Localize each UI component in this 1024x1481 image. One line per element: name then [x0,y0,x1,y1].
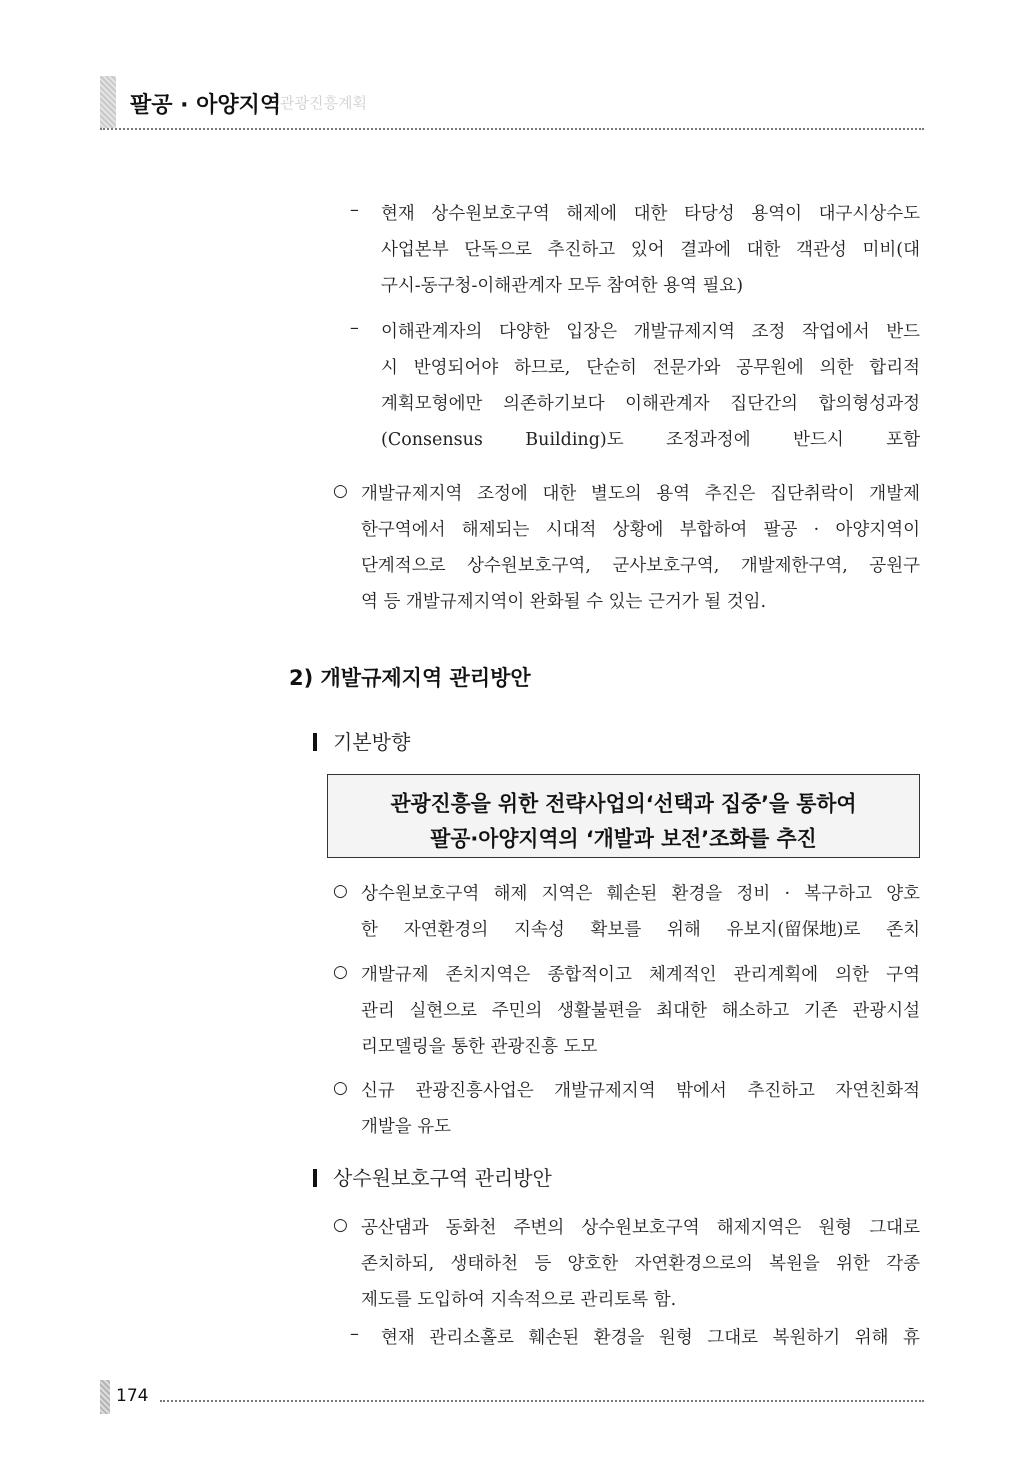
paragraph-line: (Consensus Building)도 조정과정에 반드시 포함 [381,430,921,450]
box-line: 팔공·아양지역의 ‘개발과 보전’조화를 추진 [430,827,817,852]
paragraph-line: 개발을 유도 [361,1117,452,1137]
subhead-bar-marker [313,1169,317,1187]
paragraph-line: 관리 실현으로 주민의 생활불편을 최대한 해소하고 기존 관광시설 [361,1001,921,1021]
paragraph-line: 구시-동구청-이해관계자 모두 참여한 용역 필요) [381,276,744,296]
paragraph-line: 이해관계자의 다양한 입장은 개발규제지역 조정 작업에서 반드 [381,322,921,342]
dash-marker: – [350,200,359,220]
footer-decor-block [100,1380,110,1414]
paragraph-line: 시 반영되어야 하므로, 단순히 전문가와 공무원에 의한 합리적 [381,358,921,378]
circle-bullet: ○ [333,1078,348,1098]
key-statement-box [327,774,920,858]
paragraph-line: 사업본부 단독으로 추진하고 있어 결과에 대한 객관성 미비(대 [381,240,921,260]
subhead-basic-direction [313,726,410,755]
paragraph-line: 개발규제지역 조정에 대한 별도의 용역 추진은 집단취락이 개발제 [361,484,921,504]
paragraph-line: 신규 관광진흥사업은 개발규제지역 밖에서 추진하고 자연친화적 [361,1081,920,1101]
paragraph-line: 공산댐과 동화천 주변의 상수원보호구역 해제지역은 원형 그대로 [361,1218,920,1238]
page-number: 174 [116,1386,149,1406]
paragraph-line: 리모델링을 통한 관광진흥 도모 [361,1037,598,1057]
paragraph-line: 한구역에서 해제되는 시대적 상황에 부합하여 팔공 · 아양지역이 [361,520,920,540]
paragraph-line: 단계적으로 상수원보호구역, 군사보호구역, 개발제한구역, 공원구 [361,556,921,576]
paragraph-line: 한 자연환경의 지속성 확보를 위해 유보지(留保地)로 존치 [361,920,921,940]
subhead-water-source-protection [313,1162,552,1191]
subhead-label: 기본방향 [333,730,411,754]
paragraph-line: 현재 관리소홀로 훼손된 환경을 원형 그대로 복원하기 위해 휴 [381,1328,920,1348]
chapter-title: 팔공 · 아양지역 [130,93,282,118]
circle-bullet: ○ [333,481,348,501]
circle-bullet: ○ [333,962,348,982]
running-header [100,76,924,130]
footer-dotted-rule [160,1400,924,1402]
paragraph-line: 개발규제 존치지역은 종합적이고 체계적인 관리계획에 의한 구역 [361,965,920,985]
circle-bullet: ○ [333,881,348,901]
section-title: 2) 개발규제지역 관리방안 [289,666,531,690]
subhead-bar-marker [313,733,317,751]
page-footer [100,1380,924,1414]
paragraph-line: 존치하되, 생태하천 등 양호한 자연환경으로의 복원을 위한 각종 [361,1254,920,1274]
header-dotted-rule [100,128,924,130]
dash-marker: – [350,318,359,338]
paragraph-line: 제도를 도입하여 지속적으로 관리토록 함. [361,1290,677,1310]
paragraph-line: 계획모형에만 의존하기보다 이해관계자 집단간의 합의형성과정 [381,394,921,414]
chapter-subtitle: 관광진흥계획 [280,94,367,112]
box-line: 관광진흥을 위한 전략사업의‘선택과 집중’을 통하여 [390,792,857,817]
paragraph-line: 역 등 개발규제지역이 완화될 수 있는 근거가 될 것임. [361,592,767,612]
dash-marker: – [350,1324,359,1344]
paragraph-line: 상수원보호구역 해제 지역은 훼손된 환경을 정비 · 복구하고 양호 [361,884,921,904]
circle-bullet: ○ [333,1215,348,1235]
header-decor-block [100,76,116,128]
subhead-label: 상수원보호구역 관리방안 [333,1166,552,1190]
paragraph-line: 현재 상수원보호구역 해제에 대한 타당성 용역이 대구시상수도 [381,204,921,224]
